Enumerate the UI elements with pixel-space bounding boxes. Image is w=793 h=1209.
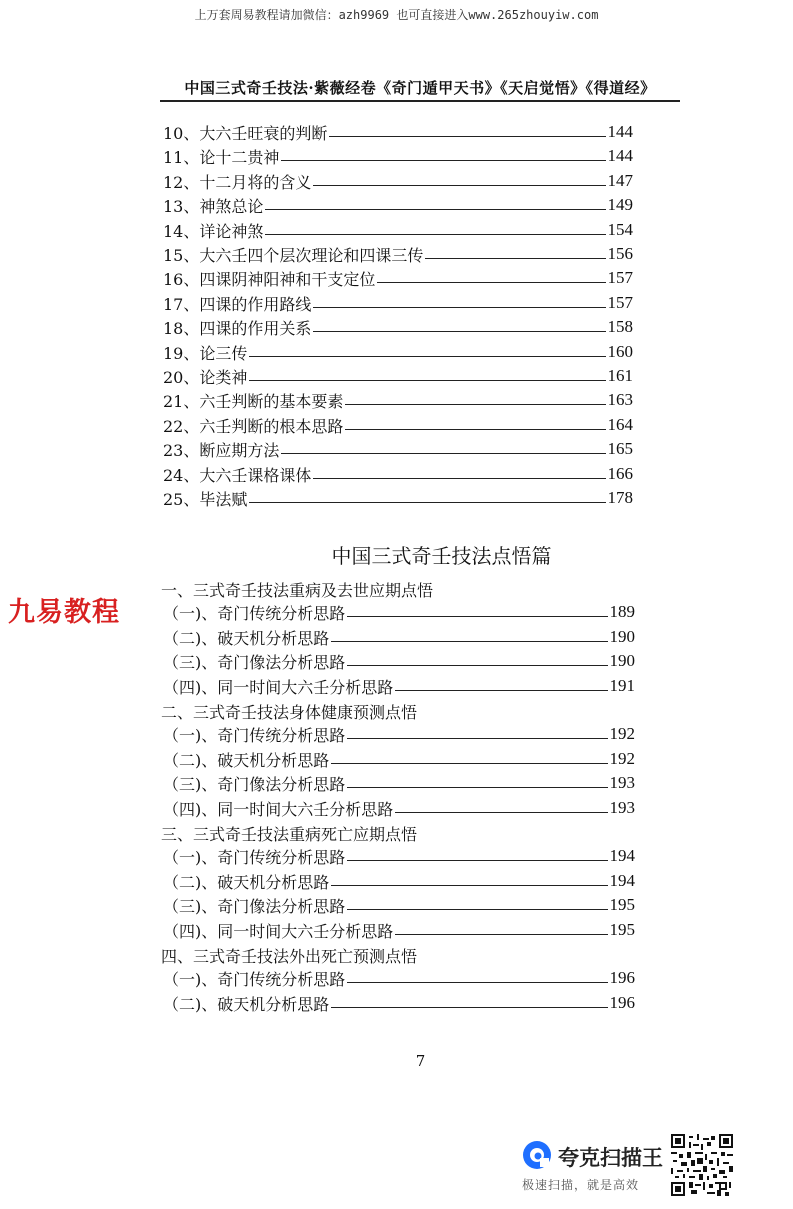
toc-row: [163, 992, 635, 1014]
toc-page-number: 193: [609, 773, 635, 792]
toc-entry-label: （一)、奇门传统分析思路: [163, 603, 346, 623]
toc-row: [163, 487, 633, 509]
toc-row: [163, 772, 635, 794]
toc-leader-line: [249, 502, 605, 503]
toc-leader-line: [281, 453, 605, 454]
watermark: 九易教程: [8, 597, 120, 628]
toc-entry-label: 21、六壬判断的基本要素: [163, 391, 344, 411]
toc-leader-line: [377, 282, 605, 283]
toc-leader-line: [425, 258, 605, 259]
toc-page-number: 158: [607, 317, 633, 336]
toc-entry-label: 24、大六壬课格课体: [163, 465, 312, 485]
toc-leader-line: [331, 1007, 607, 1008]
toc-leader-line: [331, 763, 607, 764]
part-title: 中国三式奇壬技法点悟篇: [331, 544, 552, 568]
toc-entry-label: （三)、奇门像法分析思路: [163, 774, 346, 794]
toc-row: [163, 121, 633, 143]
top-note: 上万套周易教程请加微信：azh9969 也可直接进入www.265zhouyiw.com: [194, 8, 599, 22]
toc-entry-label: 10、大六壬旺衰的判断: [163, 123, 328, 143]
toc-page-number: 178: [607, 488, 633, 507]
toc-leader-line: [345, 404, 605, 405]
toc-leader-line: [347, 860, 607, 861]
toc-entry-label: （二)、破天机分析思路: [163, 628, 330, 648]
toc-entry-label: 17、四课的作用路线: [163, 294, 312, 314]
toc-entry-label: 25、毕法赋: [163, 489, 248, 509]
toc-row: [163, 870, 635, 892]
toc-entry-label: （四)、同一时间大六壬分析思路: [163, 799, 394, 819]
toc-entry-label: 19、论三传: [163, 343, 248, 363]
toc-page-number: 154: [607, 220, 633, 239]
toc-leader-line: [249, 356, 605, 357]
toc-page-number: 189: [609, 602, 635, 621]
toc-row: [163, 967, 635, 989]
section-heading: 四、三式奇壬技法外出死亡预测点悟: [161, 947, 418, 966]
toc-leader-line: [265, 234, 605, 235]
toc-entry-label: （三)、奇门像法分析思路: [163, 896, 346, 916]
toc-page-number: 195: [609, 920, 635, 939]
toc-entry-label: （一)、奇门传统分析思路: [163, 725, 346, 745]
toc-page-number: 157: [607, 293, 633, 312]
toc-entry-label: （二)、破天机分析思路: [163, 994, 330, 1014]
toc-leader-line: [313, 185, 605, 186]
toc-page-number: 196: [609, 968, 635, 987]
toc-leader-line: [313, 331, 605, 332]
toc-row: [163, 797, 635, 819]
toc-row: [163, 845, 635, 867]
toc-leader-line: [331, 885, 607, 886]
toc-leader-line: [313, 307, 605, 308]
toc-page-number: 147: [607, 171, 633, 190]
toc-row: [163, 389, 633, 411]
running-header: 中国三式奇壬技法·紫薇经卷《奇门遁甲天书》《天启觉悟》《得道经》: [184, 79, 656, 97]
toc-page-number: 160: [607, 342, 633, 361]
toc-page-number: 149: [607, 195, 633, 214]
toc-entry-label: （四)、同一时间大六壬分析思路: [163, 921, 394, 941]
toc-row: [163, 748, 635, 770]
toc-entry-label: （一)、奇门传统分析思路: [163, 847, 346, 867]
toc-page-number: 163: [607, 390, 633, 409]
toc-leader-line: [249, 380, 605, 381]
toc-page-number: 194: [609, 846, 635, 865]
toc-entry-label: 22、六壬判断的根本思路: [163, 416, 344, 436]
brand-name: 夸克扫描王: [558, 1146, 663, 1170]
toc-leader-line: [281, 160, 605, 161]
toc-page-number: 157: [607, 268, 633, 287]
toc-leader-line: [345, 429, 605, 430]
toc-entry-label: （一)、奇门传统分析思路: [163, 969, 346, 989]
toc-row: [163, 292, 633, 314]
toc-leader-line: [395, 812, 607, 813]
toc-page-number: 192: [609, 724, 635, 743]
toc-row: [163, 365, 633, 387]
toc-leader-line: [265, 209, 605, 210]
toc-entry-label: （二)、破天机分析思路: [163, 872, 330, 892]
toc-leader-line: [347, 665, 607, 666]
toc-leader-line: [347, 787, 607, 788]
toc-row: [163, 145, 633, 167]
toc-page-number: 144: [607, 122, 633, 141]
page-number: 7: [415, 1052, 426, 1070]
toc-leader-line: [347, 909, 607, 910]
toc-leader-line: [329, 136, 605, 137]
section-heading: 一、三式奇壬技法重病及去世应期点悟: [161, 581, 434, 600]
toc-leader-line: [347, 738, 607, 739]
toc-row: [163, 194, 633, 216]
brand-slogan: 极速扫描，就是高效: [522, 1178, 640, 1192]
toc-page-number: 161: [607, 366, 633, 385]
toc-row: [163, 341, 633, 363]
toc-row: [163, 919, 635, 941]
toc-row: [163, 267, 633, 289]
toc-entry-label: （四)、同一时间大六壬分析思路: [163, 677, 394, 697]
toc-entry-label: 15、大六壬四个层次理论和四课三传: [163, 245, 424, 265]
toc-leader-line: [313, 478, 605, 479]
toc-row: [163, 894, 635, 916]
toc-row: [163, 675, 635, 697]
section-heading: 三、三式奇壬技法重病死亡应期点悟: [161, 825, 418, 844]
toc-leader-line: [395, 690, 607, 691]
toc-row: [163, 243, 633, 265]
brand-badge: [522, 1140, 667, 1195]
toc-row: [163, 170, 633, 192]
toc-entry-label: 18、四课的作用关系: [163, 318, 312, 338]
toc-entry-label: （三)、奇门像法分析思路: [163, 652, 346, 672]
toc-row: [163, 414, 633, 436]
toc-page-number: 190: [609, 651, 635, 670]
toc-entry-label: 20、论类神: [163, 367, 248, 387]
toc-entry-label: （二)、破天机分析思路: [163, 750, 330, 770]
toc-leader-line: [331, 641, 607, 642]
toc-page-number: 165: [607, 439, 633, 458]
toc-row: [163, 463, 633, 485]
toc-row: [163, 601, 635, 623]
toc-row: [163, 650, 635, 672]
toc-page-number: 166: [607, 464, 633, 483]
toc-entry-label: 23、断应期方法: [163, 440, 280, 460]
toc-row: [163, 219, 633, 241]
toc-entry-label: 11、论十二贵神: [163, 147, 280, 167]
toc-row: [163, 438, 633, 460]
toc-row: [163, 626, 635, 648]
toc-page-number: 156: [607, 244, 633, 263]
toc-page-number: 196: [609, 993, 635, 1012]
section-heading: 二、三式奇壬技法身体健康预测点悟: [161, 703, 418, 722]
quark-logo-icon: [522, 1140, 552, 1170]
toc-page-number: 192: [609, 749, 635, 768]
toc-entry-label: 14、详论神煞: [163, 221, 264, 241]
toc-leader-line: [347, 982, 607, 983]
toc-page-number: 164: [607, 415, 633, 434]
toc-row: [163, 723, 635, 745]
toc-entry-label: 13、神煞总论: [163, 196, 264, 216]
toc-page-number: 195: [609, 895, 635, 914]
toc-page-number: 144: [607, 146, 633, 165]
qr-code-icon: [671, 1134, 733, 1196]
toc-page-number: 194: [609, 871, 635, 890]
toc-row: [163, 316, 633, 338]
toc-leader-line: [347, 616, 607, 617]
toc-page-number: 191: [609, 676, 635, 695]
toc-page-number: 193: [609, 798, 635, 817]
toc-entry-label: 16、四课阴神阳神和干支定位: [163, 269, 376, 289]
toc-entry-label: 12、十二月将的含义: [163, 172, 312, 192]
toc-page-number: 190: [609, 627, 635, 646]
toc-leader-line: [395, 934, 607, 935]
